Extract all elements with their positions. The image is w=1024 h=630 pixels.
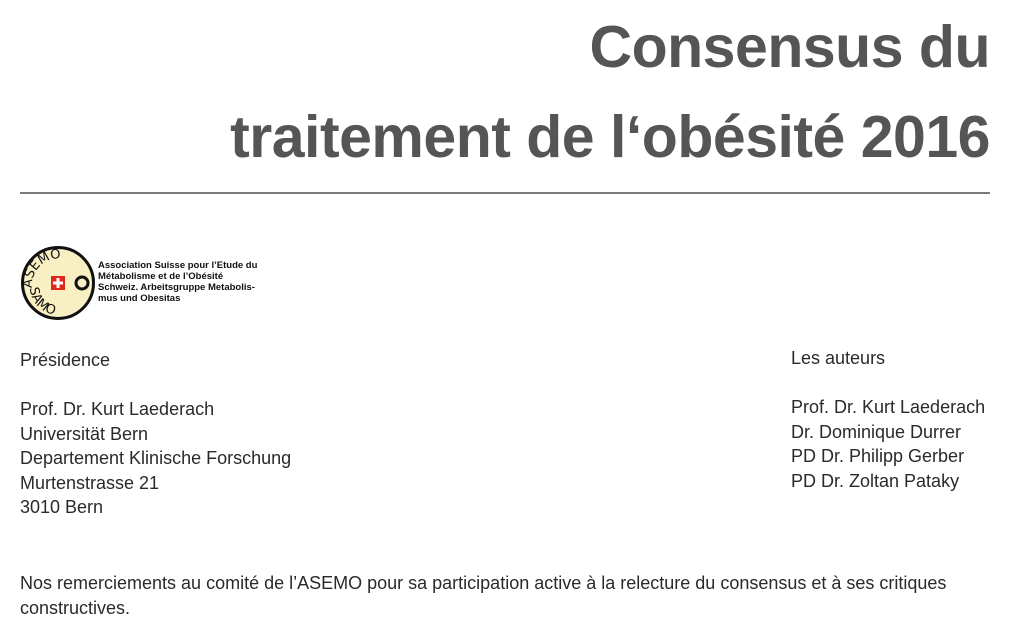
logo-line: mus und Obesitas [98,293,181,304]
logo-line: Association Suisse pour l’Etude du [98,260,258,271]
author-name: PD Dr. Philipp Gerber [791,446,965,466]
authors-block [791,346,985,493]
author-name: Prof. Dr. Kurt Laederach [791,397,986,417]
address-line: Prof. Dr. Kurt Laederach [20,399,215,419]
presidence-label: Présidence [20,350,111,370]
logo-acronym-bottom: SAMO [25,285,58,319]
acknowledgement-text: Nos remerciements au comité de l’ASEMO pour sa participation active à la relecture du consensus et à ses critiques constructives. [20,573,947,618]
logo-line: Métabolisme et de l’Obésité [98,271,224,282]
asemo-logo [20,245,320,320]
logo-line: Schweiz. Arbeitsgruppe Metabolis- [98,282,255,293]
address-line: Murtenstrasse 21 [20,472,160,493]
logo-association-name [98,260,257,304]
asemo-emblem-icon [20,245,96,321]
divider [20,192,990,194]
authors-label: Les auteurs [791,348,886,368]
title-line-1: Consensus du [589,14,990,80]
address-line: 3010 Bern [20,497,104,517]
page-title [230,2,990,182]
author-name: PD Dr. Zoltan Pataky [791,470,960,491]
address-line: Departement Klinische Forschung [20,448,292,468]
presidence-block [20,348,291,520]
address-line: Universität Bern [20,423,149,444]
author-name: Dr. Dominique Durrer [791,421,962,442]
logo-acronym-top: ASEMO [20,247,62,289]
title-line-2: traitement de l‘obésité 2016 [230,104,990,170]
